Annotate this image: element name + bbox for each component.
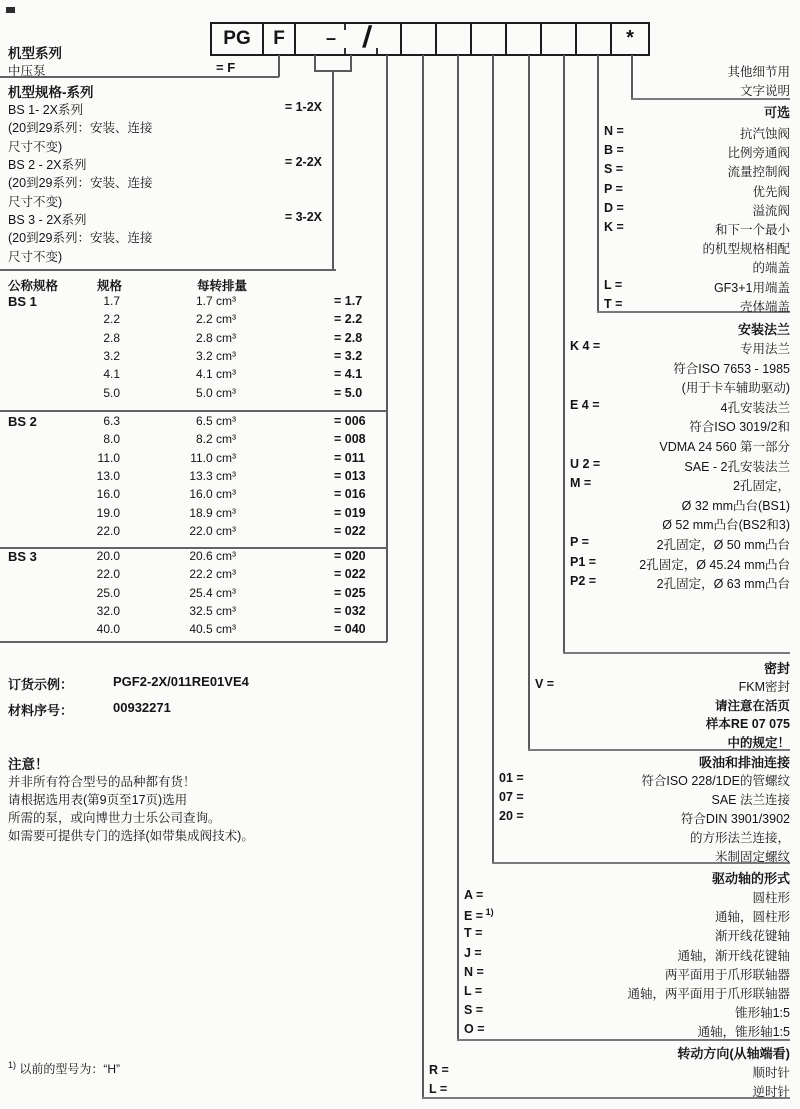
code-cell-rotation: [402, 24, 437, 54]
table-code-value: = 022: [334, 567, 366, 582]
table-displacement-value: 25.4 cm³: [189, 585, 236, 600]
frame-series-note: 尺寸不变): [8, 195, 63, 209]
rule-table-bs1: [0, 410, 387, 412]
table-size-value: 13.0: [96, 468, 120, 483]
code-cell-size-series-displacement: [296, 21, 402, 54]
table-code-value: = 2.8: [334, 330, 363, 345]
section-ports-code: 01 =: [499, 771, 524, 785]
section-mounting_flange-header: 安装法兰: [737, 322, 790, 337]
table-displacement-value: 40.5 cm³: [189, 622, 236, 637]
section-optional-header: 可选: [763, 105, 790, 120]
table-displacement-value: 8.2 cm³: [195, 432, 236, 447]
section-seal-code: V =: [535, 677, 555, 691]
type-code-boxes: [210, 22, 650, 56]
table-size-value: 6.3: [103, 414, 120, 428]
section-optional-desc: 优先阀: [752, 184, 790, 199]
section-ports-code: 07 =: [499, 790, 524, 804]
dash-separator: –: [325, 28, 336, 48]
code-cell-shaft: [437, 24, 472, 54]
table-displacement-value: 22.2 cm³: [189, 567, 236, 582]
section-optional-code: L =: [604, 277, 623, 292]
table-displacement-value: 22.0 cm³: [189, 523, 236, 538]
section-ports-desc: 符合ISO 228/1DE的管螺纹: [641, 774, 790, 788]
section-mounting_flange-desc: VDMA 24 560 第一部分: [659, 440, 790, 454]
footnote-marker: 1): [8, 1060, 17, 1070]
dashed-divider-tick: [344, 48, 346, 54]
table-size-value: 2.2: [103, 312, 120, 327]
section-mounting_flange-code: P =: [570, 535, 589, 549]
connector-line-frame-series: [332, 70, 334, 270]
table-code-value: = 022: [334, 523, 366, 538]
section-shaft-desc: 两平面用于爪形联轴器: [664, 967, 790, 982]
section-optional-desc: 壳体端盖: [739, 299, 790, 314]
connector-line-displacement: [386, 55, 388, 642]
section-mounting_flange-code: M =: [570, 476, 592, 491]
footnote: [8, 1060, 120, 1077]
section-rotation-code: L =: [429, 1081, 448, 1096]
section-mounting_flange-code: U 2 =: [570, 456, 601, 471]
section-optional-desc: GF3+1用端盖: [713, 280, 790, 295]
section-shaft-desc: 渐开线花键轴: [714, 929, 790, 944]
section-optional-code: N =: [604, 124, 624, 138]
section-shaft-desc: 锥形轴1:5: [735, 1006, 790, 1021]
table-code-value: = 006: [334, 414, 366, 428]
section-mounting_flange-code: K 4 =: [570, 339, 601, 353]
table-code-value: = 1.7: [334, 294, 363, 308]
connector-line-other_details: [631, 55, 633, 98]
section-shaft-desc: 通轴，两平面用于爪形联轴器: [627, 987, 790, 1001]
table-code-value: = 025: [334, 585, 366, 600]
section-optional-desc: 抗汽蚀阀: [739, 127, 790, 141]
section-shaft-desc: 通轴，圆柱形: [714, 910, 790, 925]
table-size-value: 2.8: [103, 330, 120, 345]
section-mounting_flange-code: P1 =: [570, 554, 597, 569]
table-code-value: = 011: [334, 450, 365, 465]
order-example-label: 订货示例：: [8, 677, 74, 692]
table-size-value: 40.0: [96, 622, 120, 637]
table-code-value: = 2.2: [334, 312, 363, 327]
frame-series-note: (20到29系列：安装、连接: [8, 231, 153, 245]
section-optional-desc: 流量控制阀: [727, 165, 790, 180]
code-cell-pg: PG: [212, 24, 264, 54]
table-code-value: = 4.1: [334, 367, 363, 382]
section-other_details-line: 文字说明: [739, 84, 790, 98]
table-size-value: 25.0: [96, 585, 120, 600]
table-code-value: = 019: [334, 505, 366, 520]
table-code-value: = 040: [334, 622, 366, 637]
section-shaft-code: E = $^{1)}$: [464, 907, 494, 924]
section-ports-code: 20 =: [499, 809, 524, 823]
frame-series-note: 尺寸不变): [8, 140, 63, 154]
section-mounting_flange-desc: 2孔固定，: [733, 479, 790, 494]
section-shaft-desc: 圆柱形: [752, 891, 790, 905]
section-rule-rotation: [422, 1097, 790, 1099]
table-displacement-value: 5.0 cm³: [195, 385, 236, 400]
table-group-name: BS 3: [8, 549, 37, 564]
table-displacement-value: 11.0 cm³: [190, 450, 236, 465]
section-optional-code: T =: [604, 296, 623, 311]
section-mounting_flange-desc: 4孔安装法兰: [720, 400, 790, 415]
dashed-divider-tick: [344, 24, 346, 30]
section-mounting_flange-desc: 符合ISO 7653 - 1985: [673, 361, 790, 376]
section-optional-desc: 溢流阀: [752, 203, 790, 218]
section-mounting_flange-desc: SAE - 2孔安装法兰: [684, 459, 790, 474]
section-mounting_flange-desc: (用于卡车辅助驱动): [681, 381, 790, 396]
table-size-value: 22.0: [96, 523, 120, 538]
notice-line: 并非所有符合型号的品种都有货！: [8, 775, 196, 789]
section-mounting_flange-code: P2 =: [570, 574, 597, 589]
bracket-right: [350, 55, 352, 71]
order-example-value: PGF2-2X/011RE01VE4: [113, 674, 249, 689]
table-code-value: = 016: [334, 487, 366, 502]
section-ports-desc: SAE 法兰连接: [711, 793, 790, 807]
section-shaft-code: T =: [464, 926, 483, 941]
section-mounting_flange-desc: Ø 32 mm凸台(BS1): [681, 498, 790, 513]
connector-line-ports: [492, 55, 494, 862]
section-optional-code: K =: [604, 220, 624, 234]
table-group-name: BS 1: [8, 294, 37, 309]
code-cell-ports: [472, 24, 507, 54]
frame-series-note: (20到29系列：安装、连接: [8, 121, 153, 135]
table-size-value: 11.0: [97, 450, 120, 465]
table-displacement-value: 2.8 cm³: [195, 330, 236, 345]
slash-separator: /: [361, 21, 373, 54]
table-displacement-value: 4.1 cm³: [195, 367, 236, 382]
section-ports-desc: 的方形法兰连接，: [689, 831, 790, 845]
notice-line: 如需要可提供专门的选择(如带集成阀技术)。: [8, 829, 254, 843]
scan-artifact: [6, 7, 15, 13]
table-size-value: 32.0: [96, 603, 120, 618]
section-shaft-code: O =: [464, 1022, 485, 1037]
table-size-value: 20.0: [96, 549, 120, 563]
table-code-value: = 5.0: [334, 385, 363, 400]
table-size-value: 1.7: [103, 294, 120, 308]
table-code-value: = 032: [334, 603, 366, 618]
section-shaft-header: 驱动轴的形式: [711, 871, 790, 886]
table-code-value: = 3.2: [334, 348, 363, 363]
section-rotation-code: R =: [429, 1063, 449, 1077]
section-shaft-desc: 通轴，锥形轴1:5: [697, 1025, 790, 1040]
code-cell-f: F: [264, 24, 296, 54]
table-displacement-value: 1.7 cm³: [195, 294, 236, 308]
section-shaft-code: L =: [464, 984, 483, 998]
section-seal-desc: 样本RE 07 075: [705, 717, 790, 732]
section-shaft-code: N =: [464, 964, 484, 979]
section-optional-code: P =: [604, 181, 623, 196]
notice-line: 所需的泵，或向博世力士乐公司查询。: [8, 811, 221, 825]
table-displacement-value: 13.3 cm³: [189, 468, 236, 483]
table-group-name: BS 2: [8, 414, 37, 429]
table-displacement-value: 2.2 cm³: [195, 312, 236, 327]
model-series-title: 机型系列: [8, 46, 62, 61]
table-size-value: 5.0: [103, 385, 120, 400]
table-displacement-value: 18.9 cm³: [189, 505, 236, 520]
table-size-value: 3.2: [103, 348, 120, 363]
table-displacement-value: 32.5 cm³: [189, 603, 236, 618]
section-mounting_flange-desc: 专用法兰: [739, 342, 790, 356]
table-size-value: 16.0: [96, 487, 120, 502]
section-mounting_flange-desc: 2孔固定，Ø 50 mm凸台: [656, 538, 790, 552]
section-optional-desc: 比例旁通阀: [727, 146, 790, 161]
section-seal-desc: FKM密封: [738, 680, 790, 694]
frame-series-name: BS 1- 2X系列: [8, 103, 84, 117]
notice-line: 请根据选用表(第9页至17页)选用: [8, 793, 188, 807]
section-optional-code: B =: [604, 143, 624, 158]
section-other_details-line: 其他细节用: [727, 65, 790, 79]
section-ports-header: 吸油和排油连接: [698, 755, 790, 770]
frame-series-title: 机型规格-系列: [8, 85, 94, 100]
footnote-text: 以前的型号为：“H”: [19, 1062, 121, 1076]
section-seal-header: 密封: [763, 661, 790, 676]
table-code-value: = 013: [334, 468, 366, 483]
table-displacement-value: 6.5 cm³: [195, 414, 236, 428]
model-series-item: 中压泵: [8, 64, 46, 78]
frame-series-note: (20到29系列：安装、连接: [8, 176, 153, 190]
connector-line-seal: [528, 55, 530, 749]
code-cell-star: *: [626, 27, 634, 49]
frame-series-name: BS 3 - 2X系列: [8, 213, 87, 227]
section-rule-mounting_flange: [563, 652, 790, 654]
section-optional-code: D =: [604, 200, 624, 215]
connector-line-mounting_flange: [563, 55, 565, 652]
bracket-left: [314, 55, 316, 71]
model-series-code: = F: [216, 60, 236, 75]
rule-frame-series: [0, 269, 336, 271]
connector-line-optional: [597, 55, 599, 311]
section-mounting_flange-code: E 4 =: [570, 397, 600, 412]
section-optional-desc: 的端盖: [752, 261, 790, 276]
section-shaft-code: A =: [464, 888, 484, 902]
section-shaft-code: J =: [464, 945, 482, 960]
table-code-value: = 008: [334, 432, 366, 447]
section-mounting_flange-desc: Ø 52 mm凸台(BS2和3): [662, 518, 790, 533]
section-ports-desc: 米制固定螺纹: [714, 850, 790, 864]
connector-line-rotation: [422, 55, 424, 1097]
rule-table-bs3: [0, 641, 387, 643]
section-rotation-desc: 顺时针: [752, 1066, 790, 1080]
connector-line-shaft: [457, 55, 459, 1039]
table-header-size: 规格: [97, 279, 123, 293]
section-optional-code: S =: [604, 162, 624, 177]
frame-series-code: = 1-2X: [284, 100, 322, 114]
table-code-value: = 020: [334, 549, 366, 563]
section-optional-desc: 的机型规格相配: [702, 242, 790, 257]
table-displacement-value: 20.6 cm³: [189, 549, 236, 563]
section-mounting_flange-desc: 2孔固定，Ø 45.24 mm凸台: [639, 557, 790, 572]
section-rotation-desc: 逆时针: [752, 1084, 790, 1099]
section-mounting_flange-desc: 符合ISO 3019/2和: [689, 420, 790, 435]
frame-series-code: = 2-2X: [284, 155, 322, 169]
section-ports-desc: 符合DIN 3901/3902: [680, 812, 790, 826]
material-number-value: 00932271: [113, 700, 171, 715]
section-seal-desc: 请注意在活页: [714, 698, 790, 713]
table-size-value: 22.0: [96, 567, 120, 582]
table-displacement-value: 16.0 cm³: [189, 487, 236, 502]
code-cell-flange: [542, 24, 577, 54]
frame-series-note: 尺寸不变): [8, 250, 63, 264]
notice-title: 注意！: [8, 757, 49, 772]
material-number-label: 材料序号：: [8, 703, 74, 718]
connector-line-f: [278, 55, 280, 77]
footnote-marker: 1): [483, 907, 494, 918]
table-size-value: 8.0: [103, 432, 120, 447]
table-header-nominal-size: 公称规格: [8, 279, 59, 293]
section-rotation-header: 转动方向(从轴端看): [677, 1046, 790, 1061]
section-optional-desc: 和下一个最小: [714, 223, 790, 237]
table-size-value: 19.0: [96, 505, 120, 520]
section-seal-desc: 中的规定！: [727, 735, 790, 750]
section-shaft-code: S =: [464, 1003, 484, 1018]
section-shaft-desc: 通轴，渐开线花键轴: [677, 948, 790, 963]
code-cell-optional: [577, 24, 612, 54]
table-size-value: 4.1: [103, 367, 120, 382]
table-displacement-value: 3.2 cm³: [195, 348, 236, 363]
frame-series-code: = 3-2X: [284, 210, 322, 224]
frame-series-name: BS 2 - 2X系列: [8, 158, 87, 172]
table-header-displacement: 每转排量: [197, 279, 248, 293]
code-cell-seal: [507, 24, 542, 54]
section-mounting_flange-desc: 2孔固定，Ø 63 mm凸台: [656, 577, 790, 592]
